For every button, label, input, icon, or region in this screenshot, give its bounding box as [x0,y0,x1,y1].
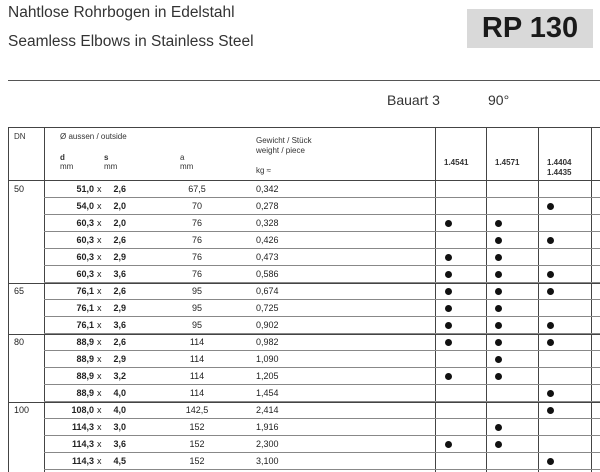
cell-x: x [97,252,102,262]
cell-s: 2,6 [113,286,126,296]
availability-dot-icon [547,237,554,244]
availability-dot-icon [495,237,502,244]
cell-kg: 2,414 [256,405,279,415]
cell-s: 2,6 [113,184,126,194]
cell-d: 60,3 [76,252,94,262]
cell-x: x [97,235,102,245]
cell-dn: 50 [14,184,25,194]
cell-x: x [97,405,102,415]
cell-d: 76,1 [76,286,94,296]
availability-dot-icon [547,322,554,329]
cell-d: 51,0 [76,184,94,194]
availability-dot-icon [495,254,502,261]
table-row [8,283,600,300]
cell-s: 2,6 [113,235,126,245]
table-row [8,419,600,436]
cell-a: 114 [189,354,205,364]
table-row [8,317,600,334]
row-divider [44,469,600,470]
availability-dot-icon [495,322,502,329]
cell-s: 4,0 [113,388,126,398]
cell-kg: 0,342 [256,184,279,194]
availability-dot-icon [495,305,502,312]
table-row [8,453,600,470]
availability-dot-icon [495,288,502,295]
cell-a: 95 [191,320,202,330]
cell-kg: 3,100 [256,456,279,466]
availability-dot-icon [547,288,554,295]
header-dn: DN [14,132,26,141]
cell-dn: 65 [14,286,25,296]
cell-a: 152 [189,439,205,449]
cell-d: 76,1 [76,303,94,313]
bauart-label: Bauart 3 [387,92,440,108]
table-row [8,198,600,215]
cell-kg: 1,090 [256,354,279,364]
availability-dot-icon [547,271,554,278]
cell-a: 152 [189,422,205,432]
cell-d: 60,3 [76,269,94,279]
availability-dot-icon [445,271,452,278]
availability-dot-icon [547,458,554,465]
header-weight-de: Gewicht / Stück [256,136,312,145]
availability-dot-icon [445,220,452,227]
availability-dot-icon [495,356,502,363]
cell-s: 3,0 [113,422,126,432]
table-row [8,215,600,232]
cell-kg: 1,916 [256,422,279,432]
cell-x: x [97,269,102,279]
cell-x: x [97,439,102,449]
header-a-unit: mm [180,162,194,171]
header-divider [8,80,600,81]
header-a: a [180,153,185,162]
table-row [8,368,600,385]
cell-a: 70 [191,201,202,211]
cell-a: 67,5 [188,184,206,194]
header-outside: Ø aussen / outside [60,132,127,141]
cell-kg: 0,982 [256,337,279,347]
cell-x: x [97,184,102,194]
cell-d: 88,9 [76,337,94,347]
cell-d: 88,9 [76,371,94,381]
table-row [8,351,600,368]
availability-dot-icon [495,441,502,448]
header-kg: kg ≈ [256,166,272,175]
cell-a: 76 [191,252,202,262]
cell-s: 2,9 [113,252,126,262]
cell-s: 3,2 [113,371,126,381]
cell-kg: 0,586 [256,269,279,279]
title-english: Seamless Elbows in Stainless Steel [8,33,254,50]
table-row [8,181,600,198]
cell-d: 88,9 [76,388,94,398]
cell-d: 108,0 [71,405,94,415]
cell-dn: 100 [14,405,30,415]
cell-kg: 1,205 [256,371,279,381]
cell-d: 76,1 [76,320,94,330]
availability-dot-icon [445,373,452,380]
group-divider [8,402,600,403]
cell-s: 3,6 [113,320,126,330]
table-row [8,266,600,283]
group-divider [8,334,600,335]
header-s-unit: mm [104,162,118,171]
cell-x: x [97,422,102,432]
header-d-unit: mm [60,162,74,171]
cell-kg: 0,426 [256,235,279,245]
header-material-14435: 1.4435 [547,168,572,177]
cell-d: 114,3 [71,422,94,432]
availability-dot-icon [445,322,452,329]
availability-dot-icon [495,220,502,227]
cell-x: x [97,337,102,347]
cell-kg: 1,454 [256,388,279,398]
availability-dot-icon [495,339,502,346]
availability-dot-icon [445,441,452,448]
header-s: s [104,153,109,162]
cell-d: 114,3 [71,456,94,466]
cell-s: 4,5 [113,456,126,466]
cell-d: 60,3 [76,218,94,228]
cell-kg: 0,328 [256,218,279,228]
availability-dot-icon [547,390,554,397]
cell-a: 114 [189,337,205,347]
cell-x: x [97,388,102,398]
cell-s: 4,0 [113,405,126,415]
cell-kg: 2,300 [256,439,279,449]
cell-a: 76 [191,235,202,245]
cell-dn: 80 [14,337,25,347]
table-row [8,232,600,249]
availability-dot-icon [547,407,554,414]
cell-a: 76 [191,218,202,228]
availability-dot-icon [445,305,452,312]
cell-a: 95 [191,286,202,296]
header-material-14571: 1.4571 [495,158,520,167]
cell-x: x [97,286,102,296]
table-row [8,334,600,351]
table-row [8,402,600,419]
cell-d: 114,3 [71,439,94,449]
cell-a: 76 [191,269,202,279]
cell-x: x [97,201,102,211]
availability-dot-icon [445,254,452,261]
availability-dot-icon [445,288,452,295]
cell-s: 3,6 [113,269,126,279]
cell-d: 60,3 [76,235,94,245]
cell-s: 3,6 [113,439,126,449]
title-german: Nahtlose Rohrbogen in Edelstahl [8,4,235,21]
cell-a: 114 [189,388,205,398]
product-code-badge: RP 130 [467,9,593,48]
table-row [8,249,600,266]
cell-s: 2,6 [113,337,126,347]
availability-dot-icon [547,203,554,210]
elbow-spec-table [8,127,600,472]
header-weight-en: weight / piece [256,146,305,155]
header-material-14541: 1.4541 [444,158,469,167]
availability-dot-icon [547,339,554,346]
group-divider [8,283,600,284]
cell-s: 2,0 [113,201,126,211]
cell-d: 54,0 [76,201,94,211]
cell-kg: 0,278 [256,201,279,211]
cell-a: 142,5 [185,405,209,415]
table-row [8,436,600,453]
header-d: d [60,153,65,162]
cell-a: 114 [189,371,205,381]
cell-x: x [97,371,102,381]
cell-s: 2,9 [113,303,126,313]
cell-kg: 0,674 [256,286,279,296]
cell-kg: 0,473 [256,252,279,262]
cell-x: x [97,456,102,466]
cell-x: x [97,218,102,228]
cell-kg: 0,902 [256,320,279,330]
cell-a: 95 [191,303,202,313]
header-material-14404: 1.4404 [547,158,572,167]
cell-x: x [97,320,102,330]
cell-s: 2,9 [113,354,126,364]
angle-label: 90° [488,92,510,108]
availability-dot-icon [495,271,502,278]
cell-x: x [97,354,102,364]
availability-dot-icon [495,424,502,431]
availability-dot-icon [495,373,502,380]
cell-kg: 0,725 [256,303,279,313]
table-row [8,300,600,317]
availability-dot-icon [445,339,452,346]
cell-a: 152 [189,456,205,466]
cell-d: 88,9 [76,354,94,364]
table-row [8,385,600,402]
cell-s: 2,0 [113,218,126,228]
cell-x: x [97,303,102,313]
